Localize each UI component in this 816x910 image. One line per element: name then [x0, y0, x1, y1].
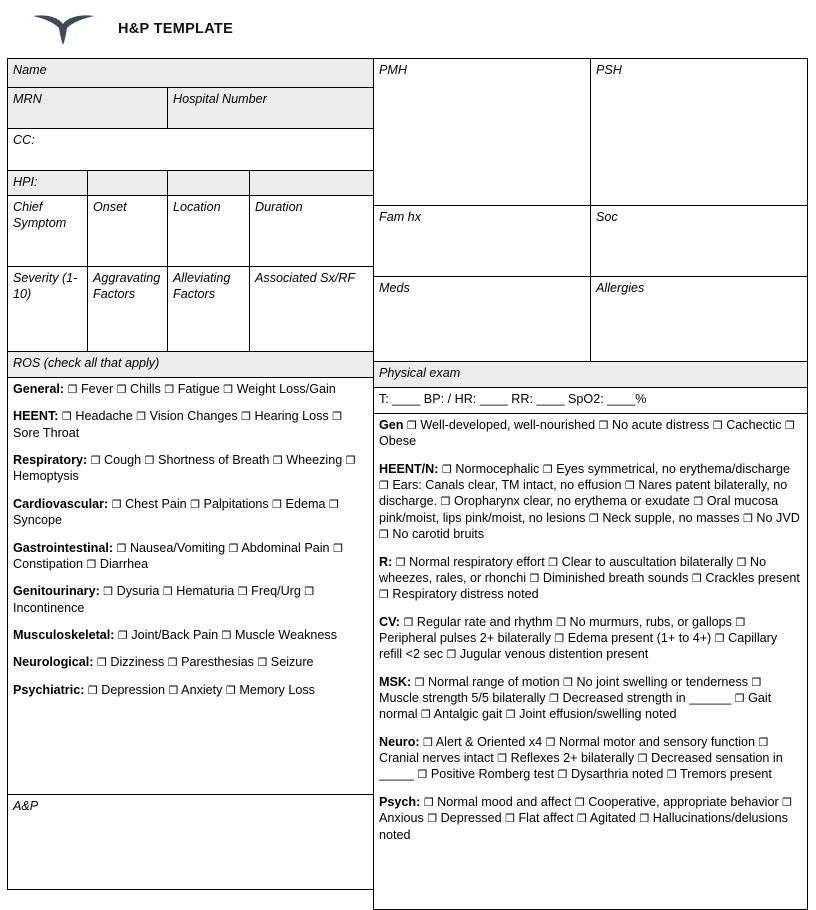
- field-soc[interactable]: Soc: [591, 206, 808, 277]
- checklist-group-label: HEENT:: [13, 409, 59, 424]
- checkbox-icon[interactable]: ❐: [332, 410, 343, 424]
- checkbox-label[interactable]: Syncope: [13, 513, 63, 528]
- checkbox-icon[interactable]: ❐: [221, 628, 232, 642]
- checkbox-icon[interactable]: ❐: [86, 557, 97, 571]
- checkbox-icon[interactable]: ❐: [505, 708, 516, 722]
- field-mrn[interactable]: MRN: [8, 88, 168, 129]
- checkbox-icon[interactable]: ❐: [588, 511, 599, 525]
- checkbox-label[interactable]: Decreased sensation in _____: [379, 751, 783, 782]
- checkbox-icon[interactable]: ❐: [625, 479, 635, 493]
- checkbox-icon[interactable]: ❐: [423, 735, 433, 749]
- checkbox-label[interactable]: Fatigue: [174, 382, 224, 396]
- table-row: [374, 414, 808, 910]
- field-aggravating-factors[interactable]: Aggravating Factors: [88, 267, 168, 352]
- checkbox-icon[interactable]: ❐: [272, 454, 283, 468]
- table-row: [8, 352, 374, 378]
- checkbox-label[interactable]: Flat affect: [514, 811, 578, 826]
- table-row: [8, 196, 374, 267]
- field-location[interactable]: Location: [168, 196, 250, 267]
- physical-exam-content[interactable]: [374, 414, 808, 910]
- checkbox-label[interactable]: Normal mood and affect: [433, 794, 575, 809]
- checkbox-icon[interactable]: ❐: [111, 497, 122, 511]
- checklist-group: [13, 654, 369, 670]
- checkbox-label[interactable]: Normal respiratory effort: [405, 554, 549, 569]
- checkbox-icon[interactable]: ❐: [168, 683, 179, 697]
- field-fam-hx[interactable]: Fam hx: [374, 206, 591, 277]
- table-row: [374, 362, 808, 388]
- checkbox-label[interactable]: No wheezes, rales, or rhonchi: [379, 554, 767, 585]
- checkbox-label[interactable]: Decreased strength in ______: [558, 691, 735, 706]
- checkbox-icon[interactable]: ❐: [116, 383, 127, 396]
- checkbox-icon[interactable]: ❐: [304, 585, 315, 599]
- checkbox-label[interactable]: Hematuria: [172, 584, 238, 599]
- checkbox-icon[interactable]: ❐: [379, 588, 389, 602]
- checkbox-icon[interactable]: ❐: [693, 495, 704, 509]
- checklist-group-label: Genitourinary:: [13, 584, 100, 599]
- checkbox-icon[interactable]: ❐: [96, 656, 107, 670]
- checklist-group: [13, 408, 369, 441]
- checkbox-icon[interactable]: ❐: [577, 812, 587, 826]
- ros-content[interactable]: [8, 378, 374, 795]
- table-row: [8, 171, 374, 196]
- checklist-group-label: Respiratory:: [13, 453, 88, 468]
- checkbox-icon[interactable]: ❐: [144, 454, 155, 468]
- checkbox-label[interactable]: No carotid bruits: [388, 527, 485, 542]
- ros-group-list: [13, 381, 369, 698]
- table-row: [8, 88, 374, 129]
- bird-wing-logo-icon: [32, 12, 96, 46]
- checklist-group: [379, 794, 803, 843]
- checkbox-icon[interactable]: ❐: [225, 683, 236, 697]
- table-row: [8, 59, 374, 88]
- checklist-group-label: MSK:: [379, 674, 412, 689]
- checklist-group: [13, 682, 369, 698]
- checkbox-label[interactable]: Neck supple, no masses: [598, 510, 744, 525]
- checkbox-label[interactable]: Hearing Loss: [251, 409, 333, 424]
- checkbox-label[interactable]: Wheezing: [282, 453, 346, 468]
- table-row: [374, 277, 808, 362]
- checkbox-label[interactable]: Well-developed, well-nourished: [416, 418, 599, 432]
- checkbox-label[interactable]: Depression: [97, 682, 169, 697]
- field-psh[interactable]: PSH: [591, 59, 808, 206]
- checkbox-icon[interactable]: ❐: [117, 628, 128, 642]
- checkbox-icon[interactable]: ❐: [556, 615, 567, 629]
- checkbox-icon[interactable]: ❐: [574, 795, 585, 809]
- checkbox-icon[interactable]: ❐: [691, 571, 702, 585]
- checkbox-label[interactable]: Normal motor and sensory function: [555, 734, 759, 749]
- checkbox-icon[interactable]: ❐: [345, 454, 356, 468]
- checkbox-label[interactable]: Chest Pain: [121, 496, 191, 511]
- checkbox-label[interactable]: Peripheral pulses 2+ bilaterally: [379, 630, 555, 645]
- checkbox-icon[interactable]: ❐: [714, 631, 725, 645]
- field-hospital-number[interactable]: Hospital Number: [168, 88, 374, 129]
- ros-header: ROS (check all that apply): [8, 352, 374, 378]
- physical-exam-table: [373, 361, 808, 910]
- checkbox-label[interactable]: Reflexes 2+ bilaterally: [507, 751, 638, 766]
- checkbox-icon[interactable]: ❐: [223, 383, 234, 396]
- checkbox-label[interactable]: Memory Loss: [235, 682, 315, 697]
- checkbox-label[interactable]: Dysuria: [113, 584, 163, 599]
- checklist-group: [379, 734, 803, 783]
- checkbox-label[interactable]: Sore Throat: [13, 425, 80, 440]
- checklist-group: [379, 614, 803, 663]
- checkbox-icon[interactable]: ❐: [548, 555, 559, 569]
- page-title: H&P TEMPLATE: [118, 21, 234, 37]
- checkbox-icon[interactable]: ❐: [743, 511, 753, 525]
- checkbox-label[interactable]: Depressed: [437, 811, 506, 826]
- checkbox-icon[interactable]: ❐: [87, 683, 98, 697]
- checkbox-label[interactable]: No murmurs, rubs, or gallops: [566, 614, 736, 629]
- form-body: [7, 58, 809, 910]
- checkbox-icon[interactable]: ❐: [446, 648, 457, 662]
- hpi-header-spacer-1: [88, 171, 168, 196]
- checklist-group-label: HEENT/N:: [379, 461, 439, 476]
- checkbox-label[interactable]: Nares patent bilaterally, no discharge.: [379, 478, 788, 509]
- checkbox-label[interactable]: Jugular venous distention present: [456, 647, 649, 662]
- checkbox-label[interactable]: Headache: [71, 409, 137, 424]
- hpi-header-spacer-3: [250, 171, 374, 196]
- checkbox-label[interactable]: Antalgic gait: [430, 707, 506, 722]
- checklist-group-label: Gen: [379, 418, 404, 432]
- checklist-group: [379, 461, 803, 543]
- checkbox-icon[interactable]: ❐: [162, 585, 173, 599]
- checkbox-label[interactable]: Normocephalic: [451, 461, 543, 476]
- checkbox-label[interactable]: Edema: [282, 496, 329, 511]
- checkbox-label[interactable]: Hemoptysis: [13, 469, 79, 484]
- checkbox-icon[interactable]: ❐: [427, 812, 438, 826]
- field-alleviating-factors[interactable]: Alleviating Factors: [168, 267, 250, 352]
- checkbox-label[interactable]: Agitated: [586, 811, 640, 826]
- checkbox-label[interactable]: Capillary refill <2 sec: [379, 630, 778, 662]
- checkbox-icon[interactable]: ❐: [734, 692, 745, 706]
- checkbox-icon[interactable]: ❐: [333, 541, 343, 555]
- checkbox-label[interactable]: Dysarthria noted: [567, 767, 667, 782]
- checkbox-label[interactable]: Incontinence: [13, 600, 85, 615]
- table-row: [374, 59, 808, 206]
- checkbox-icon[interactable]: ❐: [237, 585, 248, 599]
- checkbox-label[interactable]: Cooperative, appropriate behavior: [584, 794, 783, 809]
- table-row: [374, 388, 808, 414]
- checklist-group: [13, 583, 369, 616]
- checklist-group-label: General:: [13, 382, 65, 396]
- checkbox-icon[interactable]: ❐: [563, 675, 574, 689]
- checkbox-label[interactable]: Shortness of Breath: [154, 453, 273, 468]
- checkbox-label[interactable]: Vision Changes: [146, 409, 242, 424]
- checkbox-label[interactable]: Obese: [379, 434, 417, 449]
- checkbox-label[interactable]: Diarrhea: [96, 556, 149, 571]
- checkbox-icon[interactable]: ❐: [167, 656, 178, 670]
- checkbox-label[interactable]: Gait normal: [379, 691, 772, 722]
- checkbox-icon[interactable]: ❐: [785, 419, 795, 432]
- checkbox-icon[interactable]: ❐: [554, 631, 565, 645]
- checklist-group-label: Cardiovascular:: [13, 496, 109, 511]
- checkbox-label[interactable]: Palpitations: [200, 496, 273, 511]
- table-row: [8, 129, 374, 171]
- checkbox-icon[interactable]: ❐: [257, 656, 268, 670]
- checkbox-icon[interactable]: ❐: [751, 675, 762, 689]
- checkbox-icon[interactable]: ❐: [735, 615, 746, 629]
- field-pmh[interactable]: PMH: [374, 59, 591, 206]
- checkbox-label[interactable]: Positive Romberg test: [427, 767, 558, 782]
- checkbox-icon[interactable]: ❐: [228, 541, 239, 555]
- field-name[interactable]: Name: [8, 59, 374, 88]
- checklist-group: [13, 381, 369, 397]
- checkbox-label[interactable]: Abdominal Pain: [238, 540, 334, 555]
- demographics-hpi-table: [7, 58, 374, 352]
- checkbox-icon[interactable]: ❐: [758, 735, 769, 749]
- checklist-group-label: Gastrointestinal:: [13, 540, 114, 555]
- checkbox-label[interactable]: Normal range of motion: [424, 674, 564, 689]
- checkbox-label[interactable]: Cachectic: [722, 418, 785, 432]
- checkbox-icon[interactable]: ❐: [639, 812, 650, 826]
- checklist-group-label: Neurological:: [13, 655, 94, 670]
- checkbox-label[interactable]: Cranial nerves intact: [379, 751, 498, 766]
- table-row: [8, 378, 374, 795]
- checkbox-icon[interactable]: ❐: [379, 528, 389, 542]
- checkbox-icon[interactable]: ❐: [421, 708, 431, 722]
- checklist-group: [379, 554, 803, 603]
- physical-exam-group-list: [379, 417, 803, 843]
- checkbox-label[interactable]: Ears: Canals clear, TM intact, no effusion: [388, 478, 626, 493]
- checkbox-icon[interactable]: ❐: [190, 497, 201, 511]
- checkbox-icon[interactable]: ❐: [666, 768, 677, 782]
- checkbox-icon[interactable]: ❐: [423, 795, 434, 809]
- checkbox-label[interactable]: Respiratory distress noted: [388, 587, 539, 602]
- checkbox-label[interactable]: Fever: [77, 382, 117, 396]
- checkbox-label[interactable]: Muscle Weakness: [231, 627, 338, 642]
- checkbox-label[interactable]: Alert & Oriented x4: [432, 734, 546, 749]
- hpi-header: HPI:: [8, 171, 88, 196]
- left-column: [7, 58, 374, 890]
- checkbox-label[interactable]: Crackles present: [701, 570, 800, 585]
- checkbox-icon[interactable]: ❐: [712, 419, 723, 432]
- checkbox-label[interactable]: Hallucinations/delusions noted: [379, 811, 788, 842]
- checklist-group-label: Musculoskeletal:: [13, 627, 115, 642]
- checkbox-label[interactable]: Constipation: [13, 556, 87, 571]
- checkbox-label[interactable]: Diminished breath sounds: [539, 570, 692, 585]
- checkbox-icon[interactable]: ❐: [505, 812, 515, 826]
- checkbox-icon[interactable]: ❐: [542, 462, 553, 476]
- checkbox-label[interactable]: Tremors present: [676, 767, 772, 782]
- checkbox-label[interactable]: Dizziness: [106, 655, 168, 670]
- right-column: [374, 58, 809, 910]
- checkbox-icon[interactable]: ❐: [736, 555, 747, 569]
- checkbox-label[interactable]: Freq/Urg: [247, 584, 305, 599]
- checklist-group: [13, 452, 369, 485]
- checkbox-label[interactable]: Anxiety: [178, 682, 226, 697]
- checkbox-icon[interactable]: ❐: [557, 768, 568, 782]
- checkbox-label[interactable]: Seizure: [267, 655, 314, 670]
- checklist-group: [13, 496, 369, 529]
- checkbox-icon[interactable]: ❐: [61, 410, 72, 424]
- checklist-group: [13, 627, 369, 643]
- checkbox-label[interactable]: Clear to auscultation bilaterally: [558, 554, 737, 569]
- checklist-group: [379, 674, 803, 723]
- checkbox-icon[interactable]: ❐: [414, 675, 425, 689]
- field-onset[interactable]: Onset: [88, 196, 168, 267]
- checkbox-label[interactable]: Cough: [100, 453, 145, 468]
- checklist-group-label: Psychiatric:: [13, 682, 85, 697]
- checkbox-icon[interactable]: ❐: [549, 692, 559, 706]
- checklist-group-label: Neuro:: [379, 734, 420, 749]
- field-cc[interactable]: CC:: [8, 129, 374, 171]
- checkbox-label[interactable]: Regular rate and rhythm: [413, 614, 557, 629]
- physical-exam-header: Physical exam: [374, 362, 808, 388]
- checkbox-label[interactable]: Joint effusion/swelling noted: [515, 707, 677, 722]
- checkbox-icon[interactable]: ❐: [395, 555, 406, 569]
- checkbox-icon[interactable]: ❐: [164, 383, 175, 396]
- hpi-header-spacer-2: [168, 171, 250, 196]
- checkbox-label[interactable]: Anxious: [379, 811, 428, 826]
- checklist-group-label: R:: [379, 554, 393, 569]
- field-duration[interactable]: Duration: [250, 196, 374, 267]
- checkbox-icon[interactable]: ❐: [403, 615, 414, 629]
- checklist-group-label: CV:: [379, 614, 400, 629]
- checkbox-label[interactable]: Edema present (1+ to 4+): [564, 630, 715, 645]
- checklist-group: [13, 540, 369, 573]
- checkbox-icon[interactable]: ❐: [328, 497, 339, 511]
- checkbox-icon[interactable]: ❐: [272, 497, 283, 511]
- checkbox-label[interactable]: Paresthesias: [177, 655, 258, 670]
- vitals-row[interactable]: T: ____ BP: / HR: ____ RR: ____ SpO2: ____%: [374, 388, 808, 414]
- field-severity[interactable]: Severity (1-10): [8, 267, 88, 352]
- checkbox-icon[interactable]: ❐: [782, 795, 793, 809]
- table-row: [8, 795, 374, 890]
- field-chief-symptom[interactable]: Chief Symptom: [8, 196, 88, 267]
- checkbox-icon[interactable]: ❐: [441, 462, 452, 476]
- checkbox-label[interactable]: No joint swelling or tenderness: [573, 674, 752, 689]
- checkbox-label[interactable]: Joint/Back Pain: [127, 627, 222, 642]
- checkbox-icon[interactable]: ❐: [379, 479, 389, 493]
- checkbox-label[interactable]: Muscle strength 5/5 bilaterally: [379, 691, 550, 706]
- history-table: [373, 58, 808, 362]
- checkbox-icon[interactable]: ❐: [90, 454, 101, 468]
- checklist-group-label: Psych:: [379, 794, 421, 809]
- checkbox-icon[interactable]: ❐: [67, 383, 78, 396]
- field-associated-sx-rf[interactable]: Associated Sx/RF: [250, 267, 374, 352]
- checkbox-label[interactable]: No JVD: [752, 510, 800, 525]
- checkbox-label[interactable]: Nausea/Vomiting: [126, 540, 229, 555]
- checkbox-icon[interactable]: ❐: [407, 419, 417, 432]
- checkbox-label[interactable]: Oral mucosa pink/moist, lips pink/moist, no lesions: [379, 494, 779, 525]
- checkbox-icon[interactable]: ❐: [136, 410, 147, 424]
- checkbox-label[interactable]: Weight Loss/Gain: [233, 382, 336, 396]
- field-allergies[interactable]: Allergies: [591, 277, 808, 362]
- checkbox-icon[interactable]: ❐: [116, 541, 127, 555]
- checkbox-icon[interactable]: ❐: [598, 419, 609, 432]
- document-header: [0, 0, 816, 58]
- table-row: [374, 206, 808, 277]
- checkbox-label[interactable]: No acute distress: [608, 418, 713, 432]
- assessment-plan-cell[interactable]: A&P: [8, 795, 374, 890]
- checkbox-label[interactable]: Chills: [126, 382, 165, 396]
- checkbox-icon[interactable]: ❐: [440, 495, 451, 509]
- checklist-group: [379, 417, 803, 450]
- ros-table: [7, 351, 374, 890]
- checkbox-label[interactable]: Eyes symmetrical, no erythema/discharge: [552, 461, 791, 476]
- checkbox-icon[interactable]: ❐: [103, 585, 114, 599]
- checkbox-label[interactable]: Oropharynx clear, no erythema or exudate: [450, 494, 694, 509]
- field-meds[interactable]: Meds: [374, 277, 591, 362]
- checkbox-icon[interactable]: ❐: [241, 410, 252, 424]
- checkbox-icon[interactable]: ❐: [545, 735, 556, 749]
- table-row: [8, 267, 374, 352]
- checkbox-icon[interactable]: ❐: [497, 752, 508, 766]
- checkbox-icon[interactable]: ❐: [529, 571, 540, 585]
- checkbox-icon[interactable]: ❐: [417, 768, 428, 782]
- checkbox-icon[interactable]: ❐: [637, 752, 648, 766]
